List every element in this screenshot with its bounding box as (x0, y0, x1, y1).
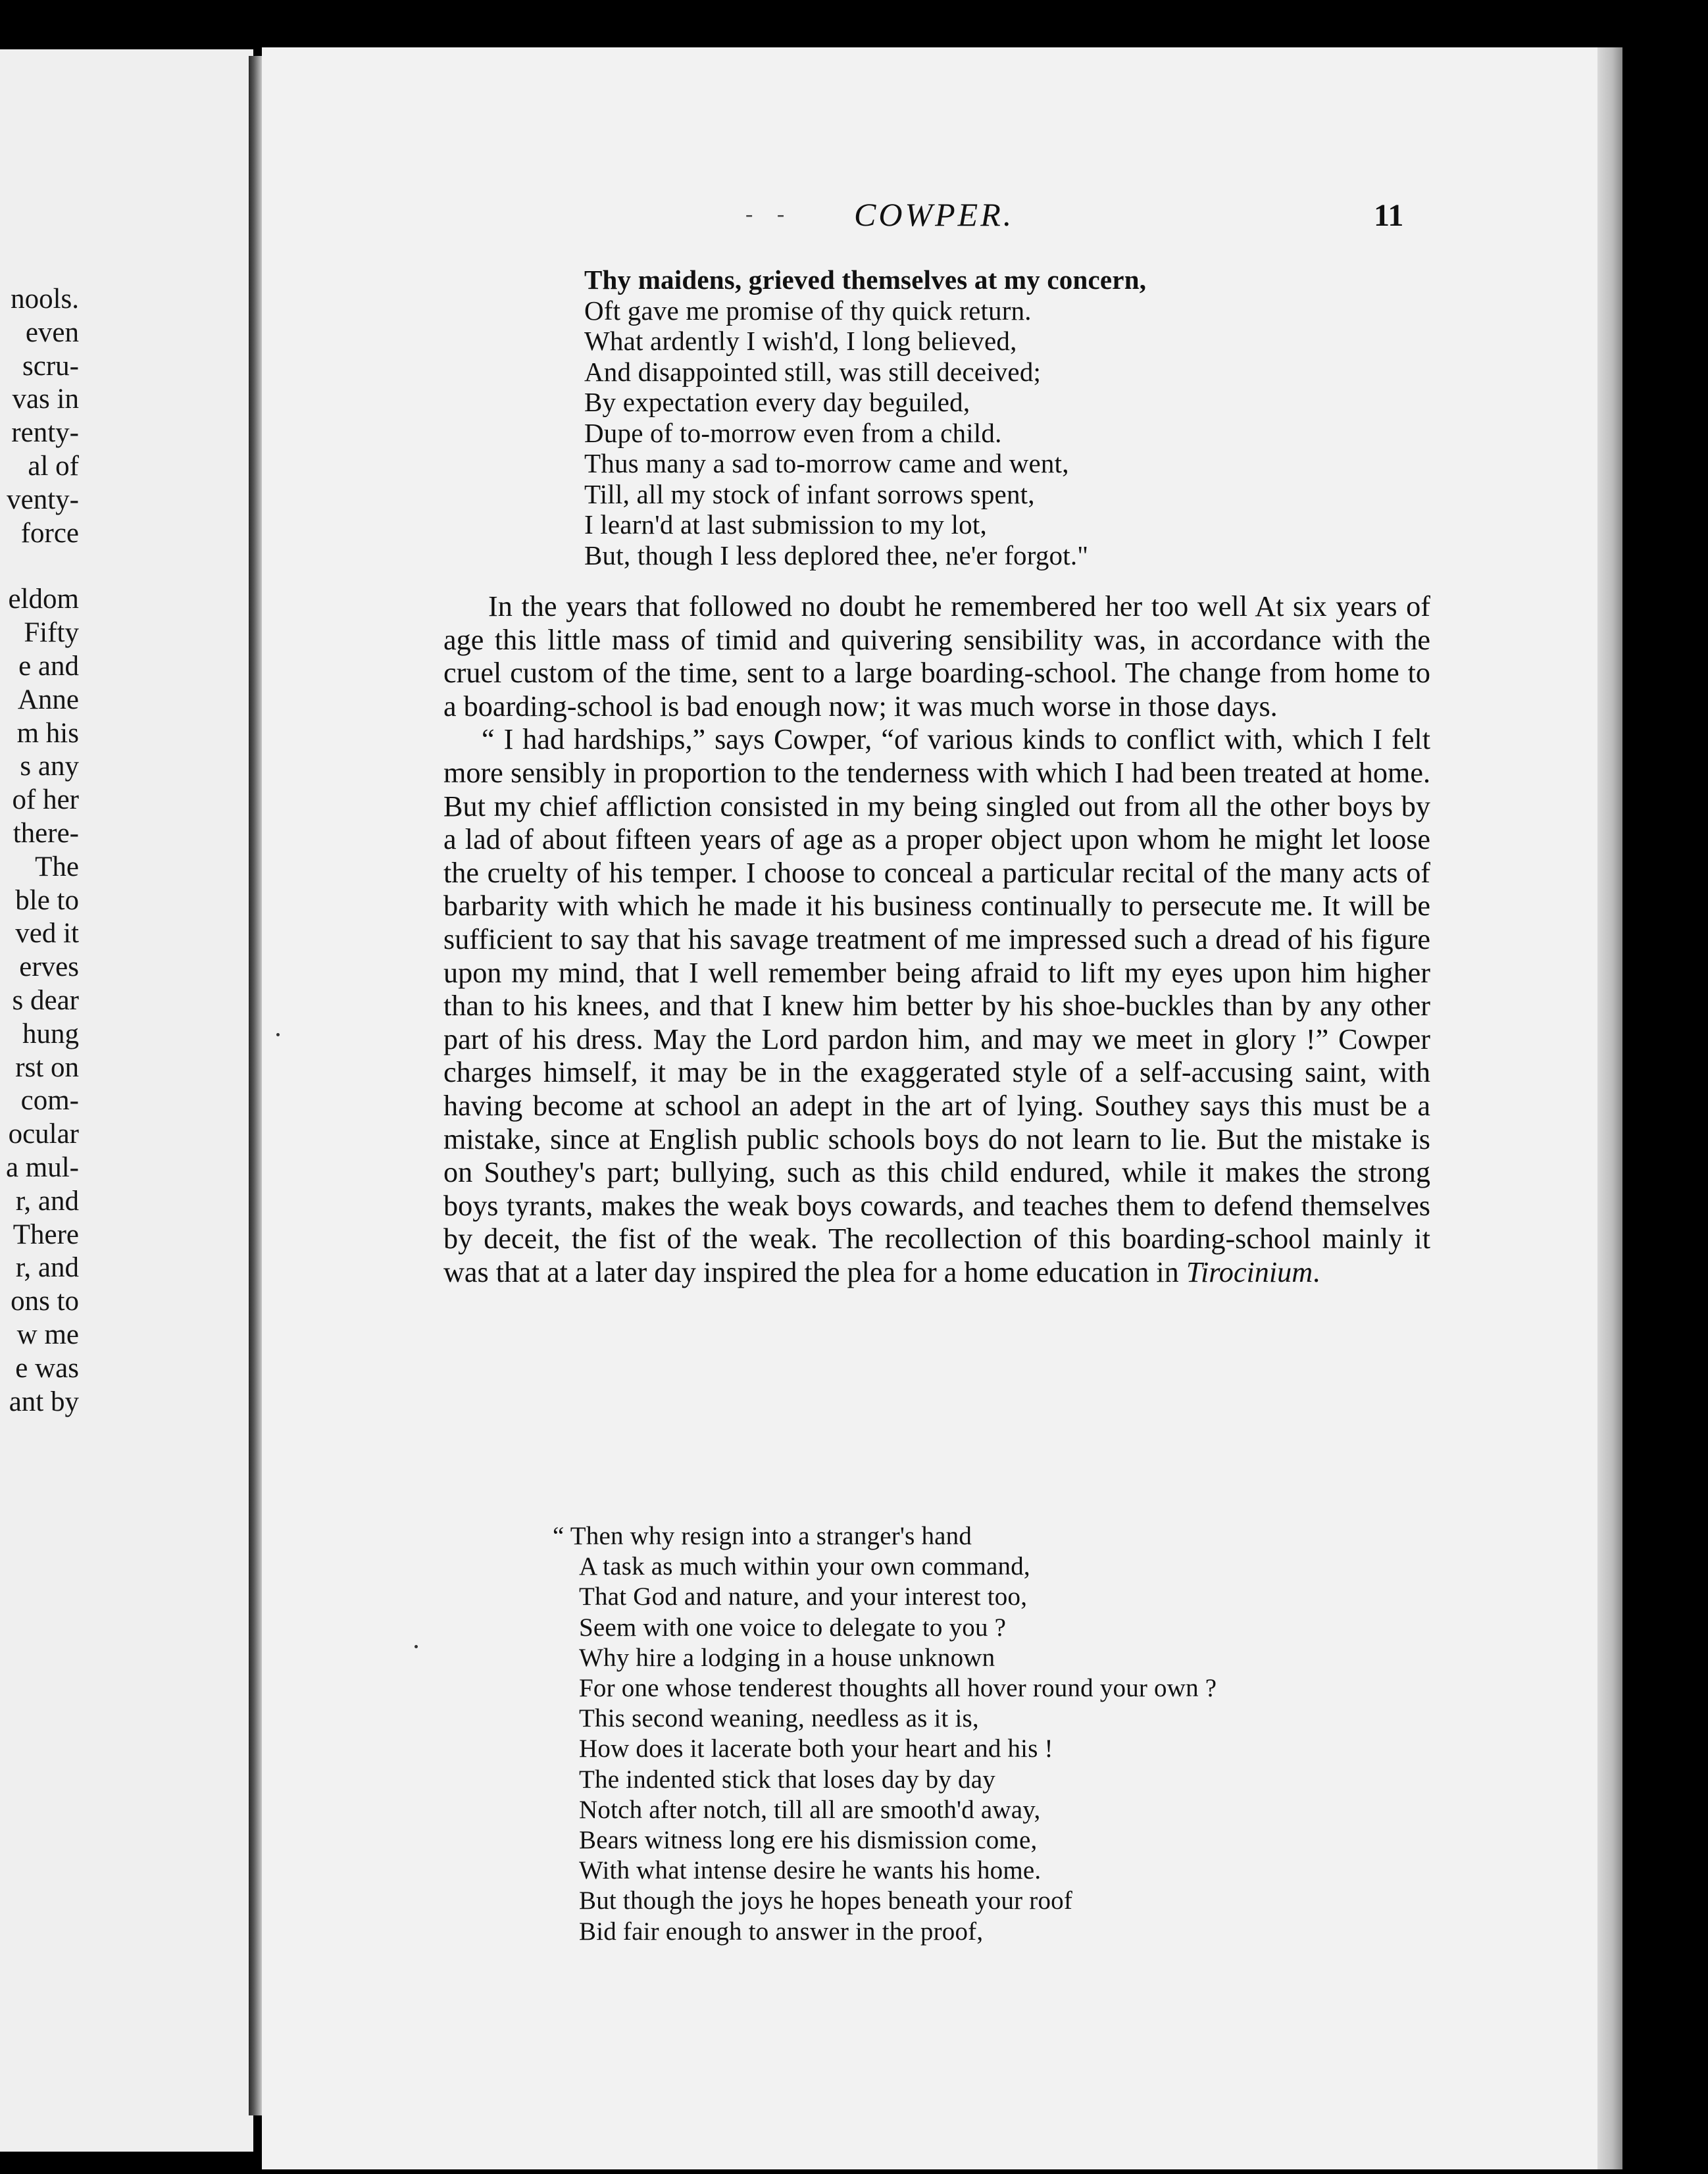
left-page-line: vas in (12, 384, 79, 415)
verse-line: I learn'd at last submission to my lot, (584, 509, 987, 540)
left-page-line: eldom (8, 584, 79, 615)
left-page-line: even (25, 316, 79, 348)
verse-line: That God and nature, and your interest too, (579, 1582, 1028, 1611)
verse-block-top (584, 265, 1146, 570)
left-page-line: erves (19, 951, 79, 983)
paragraph-2 (443, 723, 1430, 1289)
left-page-line: there- (13, 817, 79, 849)
left-page-line: w me (16, 1319, 79, 1350)
verse-line: Dupe of to-morrow even from a child. (584, 417, 1002, 448)
page-number: 11 (1374, 198, 1404, 233)
left-page-line: a mul- (5, 1151, 79, 1183)
left-page-line: m his (16, 717, 79, 749)
left-page-line: r, and (15, 1185, 79, 1217)
left-page-gap (0, 550, 79, 583)
verse-line: Why hire a lodging in a house unknown (579, 1643, 995, 1672)
page-edge (1597, 47, 1622, 2169)
poem-title: Tirocinium (1186, 1255, 1313, 1288)
left-page-line: hung (22, 1018, 79, 1049)
left-page-line: renty- (11, 417, 79, 449)
left-page-line: ant by (9, 1386, 79, 1417)
verse-line: With what intense desire he wants his home. (579, 1856, 1042, 1885)
book-spine (249, 56, 263, 2115)
verse-line: For one whose tenderest thoughts all hover round your own ? (579, 1674, 1217, 1703)
verse-line: Oft gave me promise of thy quick return. (584, 295, 1032, 326)
verse-line: By expectation every day beguiled, (584, 387, 970, 417)
running-head: COWPER. (854, 196, 1015, 233)
left-page-line: rst on (15, 1051, 79, 1083)
left-page-line: nools. (11, 284, 79, 315)
left-page-line: ocular (8, 1119, 79, 1150)
verse-line: Thus many a sad to-morrow came and went, (584, 448, 1069, 478)
paragraph-2-text: “ I had hardships,” says Cowper, “of various kinds to conflict with, which I felt more sensibly in proportion to the tenderness with which I had been treated at home. But my chief affliction consisted in my being singled out from all the other boys by a lad of about fifteen years of age as a proper object upon whom he might let loose the cruelty of his temper. I choose to conceal a particular recital of the many acts of barbarity with which he made it his business continually to persecute me. It will be sufficient to say that his savage treatment of me impressed such a dread of his figure upon my mind, that I well remember being afraid to lift my eyes upon him higher than to his knees, and that I knew him better by his shoe-buckles than by any other part of his dress. May the Lord pardon him, and may we meet in glory !” Cowper charges himself, it may be in the exaggerated style of a self-accusing saint, with having become at school an adept in the art of lying. Southey says this must be a mistake, since at English public schools boys do not learn to lie. But the mistake is on Southey's part; bullying, such as this child endured, while it makes the strong boys tyrants, makes the weak boys cowards, and teaches them to defend themselves by deceit, the fist of the weak. The recollection of this boarding-school mainly it was that at a later day inspired the plea for a home education in (443, 723, 1430, 1288)
left-page-line: s dear (12, 984, 79, 1016)
paragraph-2-end: . (1313, 1255, 1320, 1288)
verse-line: Notch after notch, till all are smooth'd away, (579, 1795, 1041, 1824)
print-speck (414, 1645, 418, 1648)
verse-line: This second weaning, needless as it is, (579, 1704, 979, 1733)
right-page (262, 47, 1597, 2169)
left-page-line: The (35, 851, 79, 882)
verse-line: But, though I less deplored thee, ne'er forgot." (584, 540, 1089, 570)
verse-block-bottom (553, 1521, 1217, 1947)
verse-line: How does it lacerate both your heart and his ! (579, 1734, 1053, 1763)
left-page-line: Fifty (24, 617, 79, 649)
verse-line: Thy maidens, grieved themselves at my concern, (584, 265, 1147, 295)
verse-line: But though the joys he hopes beneath your roof (579, 1886, 1073, 1915)
left-page-line: e and (18, 650, 79, 682)
print-speck (276, 1033, 280, 1036)
paragraph-1: In the years that followed no doubt he remembered her too well At six years of age this little mass of timid and quivering sensibility was, in accordance with the cruel custom of the time, sent to a large boarding-school. The change from home to a boarding-school is bad enough now; it was much worse in those days. (443, 590, 1430, 722)
left-page-line: ved it (15, 918, 79, 949)
verse-line: Bid fair enough to answer in the proof, (579, 1917, 984, 1946)
left-page-line: ons to (11, 1286, 79, 1317)
verse-line: The indented stick that loses day by day (579, 1765, 995, 1794)
left-page-line: com- (20, 1085, 79, 1117)
verse-line: Seem with one voice to delegate to you ? (579, 1613, 1007, 1642)
verse-line: Till, all my stock of infant sorrows spent, (584, 478, 1035, 509)
left-page-line: venty- (7, 484, 79, 515)
header-dash: - - (745, 202, 794, 226)
left-page-fragment (0, 49, 253, 2152)
left-page-line: Anne (17, 684, 79, 715)
left-page-line: force (20, 517, 79, 549)
verse-line: What ardently I wish'd, I long believed, (584, 326, 1017, 356)
left-page-text (0, 283, 79, 1419)
left-page-line: ble to (15, 884, 79, 916)
left-page-line: e was (15, 1352, 79, 1384)
left-page-line: r, and (15, 1252, 79, 1284)
left-page-line: s any (20, 751, 79, 782)
verse-line: “ Then why resign into a stranger's hand (553, 1522, 972, 1550)
left-page-line: of her (12, 784, 79, 816)
verse-line: And disappointed still, was still deceived; (584, 356, 1042, 387)
left-page-line: There (13, 1219, 79, 1250)
verse-line: Bears witness long ere his dismission come, (579, 1826, 1038, 1855)
body-text (443, 590, 1430, 1289)
left-page-line: al of (28, 450, 79, 482)
verse-line: A task as much within your own command, (579, 1552, 1030, 1581)
left-page-line: scru- (22, 350, 79, 382)
